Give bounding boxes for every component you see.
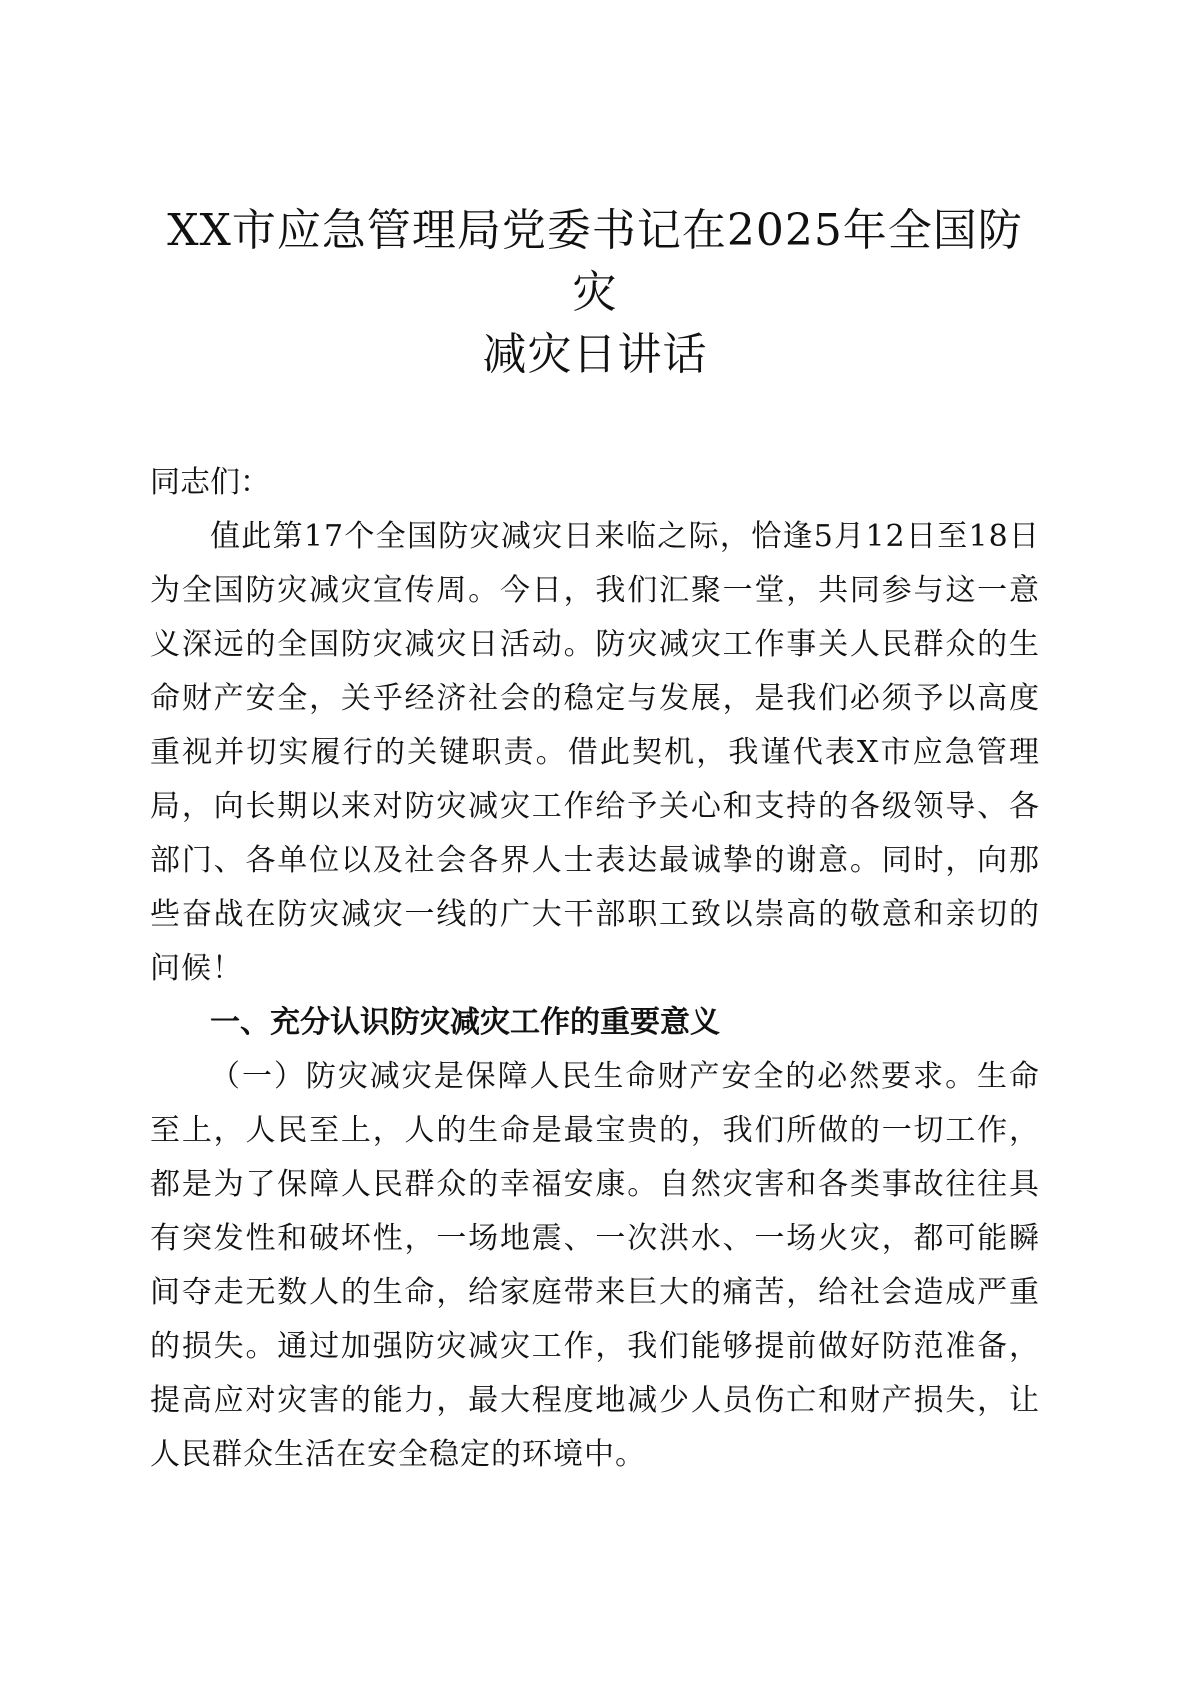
document-title: [150, 200, 1040, 386]
section-heading-1: 一、充分认识防灾减灾工作的重要意义: [210, 1005, 720, 1040]
document-page: [150, 200, 1040, 1482]
salutation: 同志们：: [150, 465, 270, 500]
subsection-heading-1: （一）防灾减灾是保障人民生命财产安全的必然要求。: [210, 1059, 978, 1094]
title-line-2: 减灾日讲话: [482, 329, 708, 380]
subsection-body-1: 生命至上，人民至上，人的生命是最宝贵的，我们所做的一切工作，都是为了保障人民群众的幸福安康。自然灾害和各类事故往往具有突发性和破坏性，一场地震、一次洪水、一场火灾，都可能瞬间夺走无数人的生命，给家庭带来巨大的痛苦，给社会造成严重的损失。通过加强防灾减灾工作，我们能够提前做好防范准备，提高应对灾害的能力，最大程度地减少人员伤亡和财产损失，让人民群众生活在安全稳定的环境中。: [150, 1059, 1041, 1472]
opening-paragraph: 值此第17个全国防灾减灾日来临之际，恰逢5月12日至18日为全国防灾减灾宣传周。今日，我们汇聚一堂，共同参与这一意义深远的全国防灾减灾日活动。防灾减灾工作事关人民群众的生命财产安全，关乎经济社会的稳定与发展，是我们必须予以高度重视并切实履行的关键职责。借此契机，我谨代表X市应急管理局，向长期以来对防灾减灾工作给予关心和支持的各级领导、各部门、各单位以及社会各界人士表达最诚挚的谢意。同时，向那些奋战在防灾减灾一线的广大干部职工致以崇高的敬意和亲切的问候！: [150, 519, 1040, 986]
title-line-1: XX市应急管理局党委书记在2025年全国防灾: [167, 205, 1023, 318]
subsection-paragraph-1: [150, 1050, 1040, 1482]
